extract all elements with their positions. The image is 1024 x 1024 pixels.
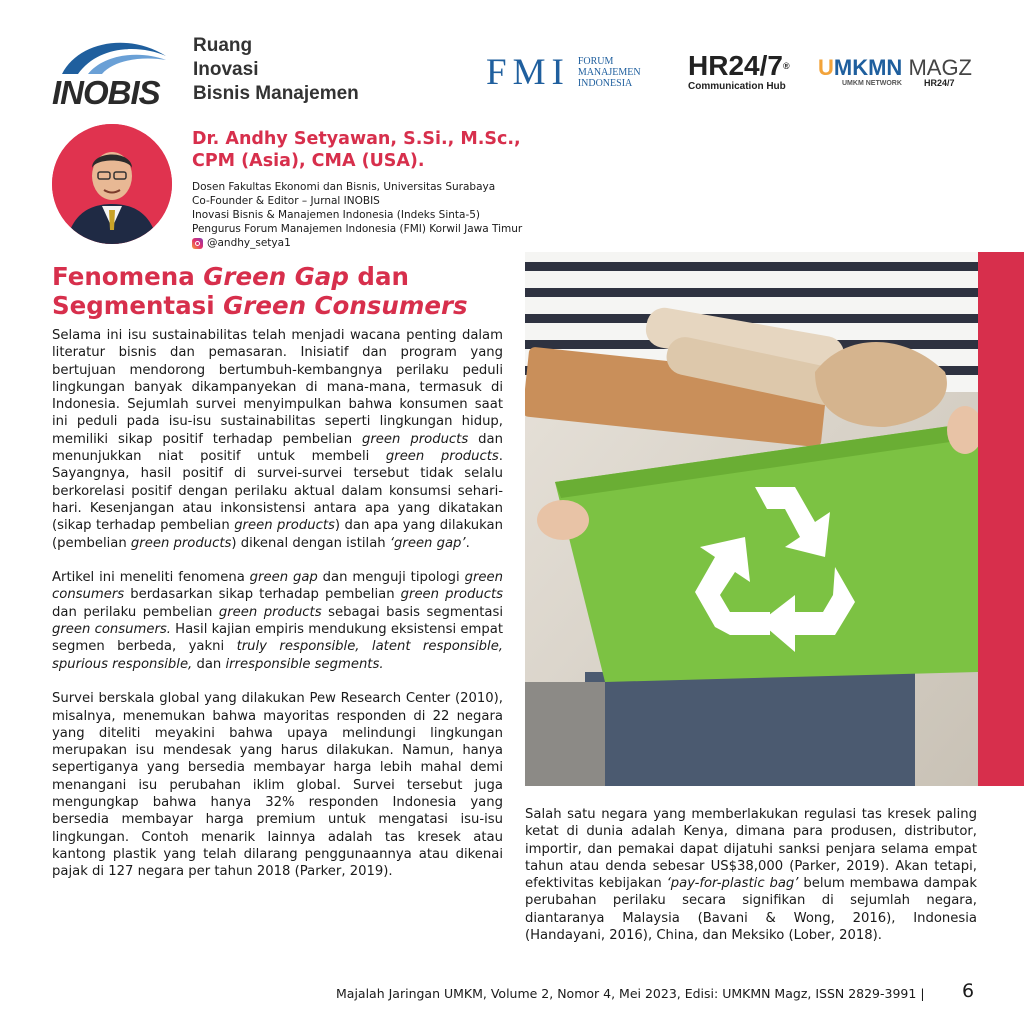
inobis-wordmark: INOBIS: [52, 74, 160, 111]
inobis-logo: [52, 36, 170, 111]
page-number: 6: [962, 980, 975, 1002]
fmi-letters: FMI: [486, 51, 570, 93]
umkmn-wordmark: [818, 56, 972, 80]
author-info-line: Dosen Fakultas Ekonomi dan Bisnis, Universitas Surabaya: [192, 181, 496, 193]
paragraph: Salah satu negara yang memberlakukan regulasi tas kresek paling ketat di dunia adalah Kenya, dimana para produsen, distributor, importir, dan pemakai dapat dijatuhi sanksi penjara selama empat tahun atau denda sebesar US$38,000 (Parker, 2019). Akan tetapi, efektivitas kebijakan ‘pay-for-plastic bag’ belum membawa dampak perubahan perilaku secara signifikan di sejumlah negara, diantaranya Malaysia (Bavani & Wong, 2016), Indonesia (Handayani, 2016), China, dan Meksiko (Lober, 2018).: [525, 807, 977, 944]
author-instagram: [192, 236, 522, 250]
title-text: Fenomena: [52, 262, 204, 291]
tagline-line: Inovasi: [193, 59, 259, 80]
hr247-wordmark: [688, 52, 806, 80]
instagram-handle: @andhy_setya1: [207, 237, 291, 249]
fmi-logo: [486, 52, 641, 92]
hr247-logo: [688, 52, 806, 92]
article-body-right: [525, 806, 977, 944]
author-name-line: Dr. Andhy Setyawan, S.Si., M.Sc.,: [192, 129, 521, 149]
recycling-bin-photo: [525, 252, 978, 786]
title-line: [52, 291, 468, 320]
title-text: Segmentasi: [52, 291, 224, 320]
footer-citation: Majalah Jaringan UMKM, Volume 2, Nomor 4, Mei 2023, Edisi: UMKMN Magz, ISSN 2829-3991 |: [336, 986, 925, 1001]
title-italic: Green Consumers: [223, 291, 468, 320]
title-italic: Green Gap: [203, 262, 349, 291]
recycling-bin-image: [525, 252, 978, 786]
article-title: [52, 262, 468, 320]
tagline-line: Ruang: [193, 35, 253, 56]
author-name-line: CPM (Asia), CMA (USA).: [192, 151, 425, 171]
umkm-u: U: [818, 55, 834, 80]
umkm-hr-label: HR24/7: [924, 78, 955, 88]
title-line: [52, 262, 468, 291]
author-portrait-icon: [52, 124, 172, 244]
author-info-line: Co-Founder & Editor – Jurnal INOBIS: [192, 195, 380, 207]
tagline-line: Bisnis Manajemen: [193, 83, 359, 104]
fmi-sub-line: MANAJEMEN: [577, 66, 641, 78]
accent-bar: [978, 252, 1024, 786]
paragraph: Survei berskala global yang dilakukan Pew Research Center (2010), misalnya, menemukan bahwa mayoritas responden di 22 negara yang diteliti meyakini bahwa upaya melindungi lingkungan merupakan isu mendesak yang harus dilakukan. Namun, hanya sepertiganya yang bersedia membayar harga lebih mahal demi menangani isu perubahan iklim global. Survei tersebut juga mengungkap bahwa hanya 32% responden Indonesia yang bersedia membayar harga premium untuk mengatasi isu-isu lingkungan. Contoh menarik lainnya adalah tas kresek atau kantong plastik yang telah dilarang penggunaannya atau dikenai pajak di 127 negara per tahun 2018 (Parker, 2019).: [52, 691, 503, 880]
author-name: [192, 128, 521, 172]
umkm-network-label: UMKM NETWORK: [842, 80, 902, 87]
author-info-line: Inovasi Bisnis & Manajemen Indonesia (Indeks Sinta-5): [192, 209, 481, 221]
hr247-text: HR24/7: [688, 50, 783, 81]
fmi-sub-line: FORUM: [577, 55, 614, 67]
fmi-sub-line: INDONESIA: [577, 77, 633, 89]
author-info: [192, 180, 522, 250]
tagline: [193, 34, 359, 106]
umkm-magz: MAGZ: [902, 55, 972, 80]
inobis-swoosh-icon: [58, 36, 168, 76]
article-body-left: [52, 327, 503, 898]
author-info-line: Pengurus Forum Manajemen Indonesia (FMI) Korwil Jawa Timur: [192, 223, 523, 235]
fmi-subtitle: [578, 56, 641, 89]
hr247-subtitle: Communication Hub: [688, 81, 786, 92]
author-avatar: [52, 124, 172, 244]
paragraph: Selama ini isu sustainabilitas telah menjadi wacana penting dalam literatur bisnis dan pemasaran. Inisiatif dan program yang bertujuan mendorong bertumbuh-kembangnya perilaku peduli lingkungan banyak dikampanyekan di mana-mana, termasuk di Indonesia. Sejumlah survei menyimpulkan bahwa konsumen saat ini peduli pada isu-isu sustainabilitas seperti lingkungan hidup, memiliki sikap positif terhadap pembelian green products dan menunjukkan niat positif untuk membeli green products. Sayangnya, hasil positif di survei-survei tersebut tidak selalu berkorelasi positif dengan perilaku aktual dalam konsumsi sehari-hari. Kesenjangan atau inkonsistensi antara apa yang dikatakan (sikap terhadap pembelian green products) dan apa yang dilakukan (pembelian green products) dikenal dengan istilah ‘green gap’.: [52, 328, 503, 551]
citation-text: Majalah Jaringan UMKM, Volume 2, Nomor 4, Mei 2023, Edisi: UMKMN Magz, ISSN 2829-3991: [336, 986, 917, 1001]
umkmn-magz-logo: [818, 56, 978, 92]
paragraph: Artikel ini meneliti fenomena green gap dan menguji tipologi green consumers berdasarkan sikap terhadap pembelian green products dan perilaku pembelian green products sebagai basis segmentasi green consumers. Hasil kajian empiris mendukung eksistensi empat segmen berbeda, yakni truly responsible, latent responsible, spurious responsible, dan irresponsible segments.: [52, 570, 504, 672]
umkm-mkmn: MKMN: [833, 55, 903, 80]
instagram-icon: [192, 238, 203, 249]
registered-mark: ®: [782, 61, 790, 71]
title-text: dan: [348, 262, 409, 291]
